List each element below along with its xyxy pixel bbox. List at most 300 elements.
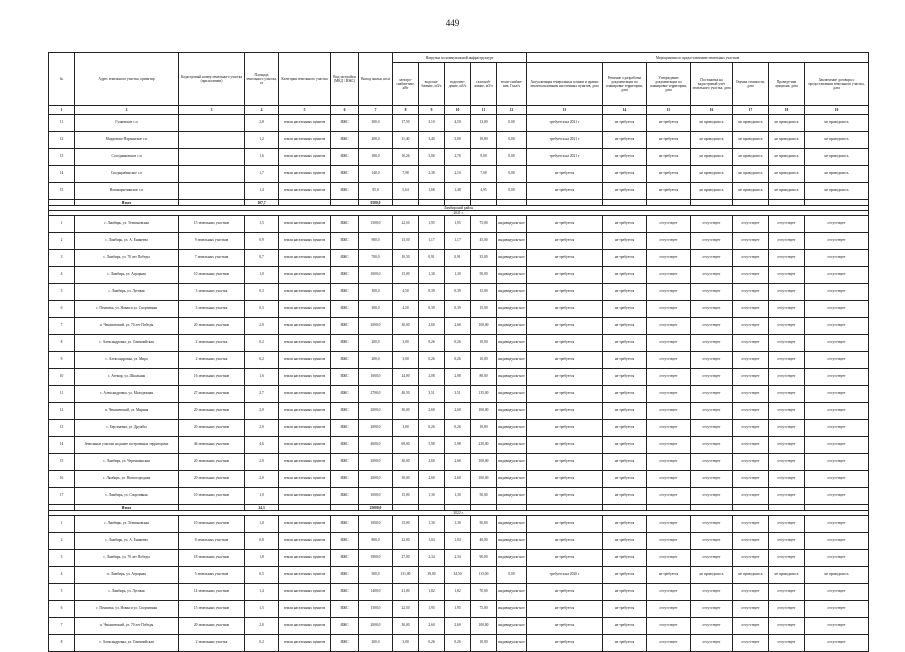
table-cell: с. Александровка, ул. Олимпийская bbox=[75, 335, 179, 352]
table-cell: земли населенных пунктов bbox=[279, 386, 331, 403]
table-cell: 0,26 bbox=[419, 352, 445, 369]
table-cell: 800,0 bbox=[359, 533, 393, 550]
table-cell: 9,00 bbox=[471, 149, 497, 166]
table-cell: земли населенных пунктов bbox=[279, 352, 331, 369]
table-cell: отсутствует bbox=[769, 618, 805, 635]
table-cell: не требуется bbox=[603, 386, 647, 403]
header-col-10: водоотве-дение, м3/ч bbox=[445, 63, 471, 106]
table-cell: 0,2 bbox=[245, 352, 279, 369]
table-cell: отсутствует bbox=[691, 420, 733, 437]
header-col-8: электро-снабже-ние, кВт bbox=[393, 63, 419, 106]
table-cell: 30,00 bbox=[393, 454, 419, 471]
table-cell: не требуется bbox=[527, 584, 603, 601]
table-cell: 4 bbox=[49, 267, 75, 284]
table-cell: отсутствует bbox=[691, 250, 733, 267]
table-cell: не требуется bbox=[527, 403, 603, 420]
table-cell: отсутствует bbox=[647, 250, 691, 267]
table-cell: 1,17 bbox=[445, 233, 471, 250]
table-cell: 6 bbox=[49, 601, 75, 618]
table-row bbox=[49, 488, 869, 505]
table-cell: не требуется bbox=[527, 166, 603, 183]
table-cell: индивидуаль-ное bbox=[497, 454, 527, 471]
table-cell: 2,60 bbox=[445, 403, 471, 420]
table-cell: не требуется bbox=[647, 183, 691, 200]
table-cell: 4 bbox=[49, 567, 75, 584]
table-cell: отсутствует bbox=[647, 601, 691, 618]
table-cell: не проводилось bbox=[691, 115, 733, 132]
header-col-1: № bbox=[49, 53, 75, 106]
table-cell: отсутствует bbox=[733, 318, 769, 335]
table-cell: 2,7 bbox=[245, 386, 279, 403]
table-cell: 0,39 bbox=[419, 284, 445, 301]
table-cell: 7,00 bbox=[471, 166, 497, 183]
table-cell: земли населенных пунктов bbox=[279, 403, 331, 420]
table-cell: ИЖС bbox=[331, 250, 359, 267]
table-cell: не требуется bbox=[527, 301, 603, 318]
table-cell bbox=[179, 183, 245, 200]
table-cell: отсутствует bbox=[805, 301, 869, 318]
table-cell: 0,39 bbox=[419, 301, 445, 318]
table-row bbox=[49, 584, 869, 601]
table-row bbox=[49, 233, 869, 250]
table-cell: отсутствует bbox=[805, 516, 869, 533]
table-cell: не проводилось bbox=[733, 132, 769, 149]
table-cell: 2,0 bbox=[245, 618, 279, 635]
table-cell: 14 земельных участков bbox=[179, 584, 245, 601]
table-cell: 2,38 bbox=[419, 166, 445, 183]
table-cell: 2,60 bbox=[419, 471, 445, 488]
table-cell: не требуется bbox=[603, 437, 647, 454]
table-cell: ИЖС bbox=[331, 149, 359, 166]
table-cell: индивидуаль-ное bbox=[497, 618, 527, 635]
table-row bbox=[49, 454, 869, 471]
table-cell: 0,26 bbox=[445, 420, 471, 437]
table-cell: 12 bbox=[49, 403, 75, 420]
table-cell: 30,00 bbox=[393, 403, 419, 420]
table-cell: отсутствует bbox=[647, 454, 691, 471]
table-cell: отсутствует bbox=[769, 454, 805, 471]
table-cell: отсутствует bbox=[805, 250, 869, 267]
table-cell: 2,60 bbox=[419, 403, 445, 420]
table-cell: индивидуаль-ное bbox=[497, 318, 527, 335]
table-cell: не требуется bbox=[647, 567, 691, 584]
table-cell: отсутствует bbox=[647, 516, 691, 533]
table-cell: 1,95 bbox=[445, 216, 471, 233]
table-cell: не требуется bbox=[603, 335, 647, 352]
table-cell: 0,5 bbox=[245, 567, 279, 584]
table-cell: не требуется bbox=[527, 437, 603, 454]
column-number: 13 bbox=[527, 106, 603, 115]
table-cell: не требуется bbox=[527, 284, 603, 301]
table-cell: земли населенных пунктов bbox=[279, 301, 331, 318]
table-cell: 2,60 bbox=[445, 618, 471, 635]
table-cell: с. Лямбирь, ул. Новоогородная bbox=[75, 471, 179, 488]
table-cell: индивидуаль-ное bbox=[497, 301, 527, 318]
table-cell: отсутствует bbox=[733, 403, 769, 420]
table-cell: 0,00 bbox=[497, 149, 527, 166]
table-cell: отсутствует bbox=[733, 335, 769, 352]
table-cell: с. Лямбирь, ул. А. Еникеева bbox=[75, 233, 179, 250]
table-cell: с. Лямбирь, ул. А. Еникеева bbox=[75, 533, 179, 550]
table-cell: 1,48 bbox=[445, 183, 471, 200]
table-cell: отсутствует bbox=[733, 420, 769, 437]
table-cell: не проводилось bbox=[769, 567, 805, 584]
table-cell: не требуется bbox=[527, 635, 603, 652]
table-cell: индивидуаль-ное bbox=[497, 471, 527, 488]
table-cell: земли населенных пунктов bbox=[279, 533, 331, 550]
header-row-top bbox=[49, 53, 869, 63]
table-cell: земли населенных пунктов bbox=[279, 149, 331, 166]
table-cell: 3,00 bbox=[393, 352, 419, 369]
table-cell: с. Лямбирь, ул. Тезипновская bbox=[75, 516, 179, 533]
header-col-11: газоснаб-жение, м3/ч bbox=[471, 63, 497, 106]
table-cell: не требуется bbox=[603, 318, 647, 335]
table-cell: 0,91 bbox=[419, 250, 445, 267]
table-cell: индивидуаль-ное bbox=[497, 601, 527, 618]
table-cell: ИЖС bbox=[331, 284, 359, 301]
table-cell: ИЖС bbox=[331, 183, 359, 200]
table-row bbox=[49, 437, 869, 454]
table-cell: 16 bbox=[49, 471, 75, 488]
table-cell: не проводилось bbox=[691, 166, 733, 183]
table-row bbox=[49, 471, 869, 488]
table-cell: отсутствует bbox=[805, 284, 869, 301]
table-cell: 2000,0 bbox=[359, 318, 393, 335]
table-cell: не требуется bbox=[603, 403, 647, 420]
table-cell: индивидуаль-ное bbox=[497, 250, 527, 267]
table-cell: требуется на 2021 г bbox=[527, 132, 603, 149]
table-cell: 4,50 bbox=[445, 115, 471, 132]
table-cell: отсутствует bbox=[647, 369, 691, 386]
table-cell: 3,00 bbox=[445, 132, 471, 149]
table-cell: 1,95 bbox=[419, 601, 445, 618]
table-row bbox=[49, 301, 869, 318]
table-cell: 14 bbox=[49, 437, 75, 454]
table-cell: 2,60 bbox=[445, 471, 471, 488]
table-cell: 14 bbox=[49, 166, 75, 183]
table-cell: Земельные участки на ранее застроенных территориях bbox=[75, 437, 179, 454]
table-cell: земли населенных пунктов bbox=[279, 166, 331, 183]
table-cell: требуется на 2021 г bbox=[527, 149, 603, 166]
table-cell: 5,98 bbox=[419, 437, 445, 454]
table-cell: не требуется bbox=[527, 318, 603, 335]
header-col-4: Площадь земельного участка, га bbox=[245, 53, 279, 106]
district-heading: Лямбирский район bbox=[49, 206, 869, 211]
table-cell: 13 bbox=[49, 420, 75, 437]
table-cell: отсутствует bbox=[733, 516, 769, 533]
header-col-2: Адрес земельного участка, ориентир bbox=[75, 53, 179, 106]
table-cell: 2000,0 bbox=[359, 420, 393, 437]
column-number: 19 bbox=[805, 106, 869, 115]
table-cell: 75,00 bbox=[471, 601, 497, 618]
table-cell: ИЖС bbox=[331, 635, 359, 652]
table-cell: не требуется bbox=[603, 267, 647, 284]
table-cell: не требуется bbox=[603, 216, 647, 233]
table-cell: 5 bbox=[49, 584, 75, 601]
table-cell: не требуется bbox=[527, 454, 603, 471]
table-cell: ИЖС bbox=[331, 403, 359, 420]
table-cell: отсутствует bbox=[647, 420, 691, 437]
table-cell: отсутствует bbox=[691, 301, 733, 318]
table-cell: 2,60 bbox=[419, 318, 445, 335]
table-cell: 2,0 bbox=[245, 420, 279, 437]
table-cell: отсутствует bbox=[691, 454, 733, 471]
table-cell: отсутствует bbox=[805, 216, 869, 233]
table-cell: земли населенных пунктов bbox=[279, 454, 331, 471]
table-cell: 50,00 bbox=[471, 516, 497, 533]
table-cell: не проводилось bbox=[769, 183, 805, 200]
table-cell: отсутствует bbox=[647, 533, 691, 550]
table-cell: отсутствует bbox=[647, 301, 691, 318]
table-cell: 35,00 bbox=[471, 250, 497, 267]
table-cell: 17,50 bbox=[393, 115, 419, 132]
table-cell: ИЖС bbox=[331, 601, 359, 618]
table-cell: отсутствует bbox=[733, 369, 769, 386]
table-cell: 1,30 bbox=[419, 267, 445, 284]
page-number: 449 bbox=[445, 18, 460, 28]
column-number: 9 bbox=[419, 106, 445, 115]
table-cell: 180,0 bbox=[359, 149, 393, 166]
table-cell: не проводилось bbox=[805, 183, 869, 200]
table-cell: ИЖС bbox=[331, 386, 359, 403]
table-cell: отсутствует bbox=[805, 488, 869, 505]
table-cell: 8 bbox=[49, 335, 75, 352]
table-cell: индивидуаль-ное bbox=[497, 550, 527, 567]
table-cell: 900,0 bbox=[359, 233, 393, 250]
table-cell: отсутствует bbox=[691, 369, 733, 386]
table-cell: отсутствует bbox=[691, 386, 733, 403]
table-cell: не требуется bbox=[603, 352, 647, 369]
table-cell: отсутствует bbox=[805, 420, 869, 437]
table-row bbox=[49, 369, 869, 386]
table-cell: 20 земельных участков bbox=[179, 618, 245, 635]
table-cell: ИЖС bbox=[331, 132, 359, 149]
table-cell: отсутствует bbox=[769, 369, 805, 386]
table-cell: индивидуаль-ное bbox=[497, 403, 527, 420]
table-cell: 15 земельных участков bbox=[179, 601, 245, 618]
header-col-16: Постановка на кадастровый учет земельного участка, дата bbox=[691, 63, 733, 106]
table-cell: отсутствует bbox=[691, 352, 733, 369]
table-cell: отсутствует bbox=[733, 533, 769, 550]
table-cell: 0,8 bbox=[245, 533, 279, 550]
header-col-5: Категория земельного участка bbox=[279, 53, 331, 106]
table-cell: Мордовско-Пархинское с.п bbox=[75, 132, 179, 149]
table-cell: п. Чекашевский, ул. 70 лет Победы bbox=[75, 618, 179, 635]
table-row bbox=[49, 149, 869, 166]
table-cell: 3,40 bbox=[419, 132, 445, 149]
total-cell: 24,3 bbox=[245, 505, 279, 511]
table-cell: 0,26 bbox=[445, 635, 471, 652]
table-cell: 131,00 bbox=[393, 567, 419, 584]
table-cell: индивидуаль-ное bbox=[497, 437, 527, 454]
table-cell: 115,00 bbox=[471, 567, 497, 584]
table-cell: отсутствует bbox=[691, 488, 733, 505]
table-cell: 8 земельных участков bbox=[179, 533, 245, 550]
table-cell: не проводилось bbox=[691, 149, 733, 166]
table-cell: отсутствует bbox=[769, 471, 805, 488]
table-cell: 2000,0 bbox=[359, 454, 393, 471]
total-cell: Итого bbox=[75, 505, 179, 511]
table-cell: 1,95 bbox=[445, 601, 471, 618]
table-cell: отсутствует bbox=[691, 318, 733, 335]
table-row bbox=[49, 250, 869, 267]
column-number: 7 bbox=[359, 106, 393, 115]
total-cell: 25000,0 bbox=[359, 505, 393, 511]
table-row bbox=[49, 166, 869, 183]
table-cell: отсутствует bbox=[691, 584, 733, 601]
table-cell: отсутствует bbox=[647, 584, 691, 601]
table-cell: отсутствует bbox=[769, 352, 805, 369]
table-cell: 13,50 bbox=[393, 233, 419, 250]
table-cell: не проводилось bbox=[769, 166, 805, 183]
column-number: 16 bbox=[691, 106, 733, 115]
table-cell: отсутствует bbox=[805, 386, 869, 403]
table-cell: 2,08 bbox=[445, 369, 471, 386]
table-cell: 1800,0 bbox=[359, 550, 393, 567]
table-cell: отсутствует bbox=[733, 352, 769, 369]
table-cell: 95,0 bbox=[359, 183, 393, 200]
table-cell: индивидуаль-ное bbox=[497, 335, 527, 352]
table-cell: требуется на 2020 г bbox=[527, 567, 603, 584]
table-cell: ИЖС bbox=[331, 488, 359, 505]
table-cell: Новокарьечинское с.п bbox=[75, 183, 179, 200]
table-cell: отсутствует bbox=[647, 403, 691, 420]
table-cell: 7 bbox=[49, 618, 75, 635]
table-cell: ИЖС bbox=[331, 420, 359, 437]
table-cell: 3 земельных участка bbox=[179, 284, 245, 301]
header-col-17: Оценка стоимости, дата bbox=[733, 63, 769, 106]
table-row bbox=[49, 601, 869, 618]
table-cell: 1,30 bbox=[445, 267, 471, 284]
table-cell: отсутствует bbox=[805, 550, 869, 567]
table-cell: отсутствует bbox=[733, 233, 769, 250]
table-cell: 75,00 bbox=[471, 216, 497, 233]
table-cell: 1000,0 bbox=[359, 488, 393, 505]
table-cell: отсутствует bbox=[647, 267, 691, 284]
table-cell: 10 земельных участков bbox=[179, 267, 245, 284]
table-cell: 24,00 bbox=[393, 369, 419, 386]
table-cell: 13,00 bbox=[471, 115, 497, 132]
table-cell: 27,00 bbox=[393, 550, 419, 567]
table-cell: 1600,0 bbox=[359, 369, 393, 386]
table-cell: Соседниковское с.п bbox=[75, 149, 179, 166]
table-cell: не требуется bbox=[603, 635, 647, 652]
table-cell: 300,0 bbox=[359, 301, 393, 318]
table-cell: 2,08 bbox=[419, 369, 445, 386]
table-cell: 7,98 bbox=[393, 166, 419, 183]
table-cell: отсутствует bbox=[733, 250, 769, 267]
table-cell: 0,2 bbox=[245, 635, 279, 652]
table-cell: 50,00 bbox=[471, 267, 497, 284]
table-cell: Сподырябинское с.п bbox=[75, 166, 179, 183]
table-cell: 100,00 bbox=[471, 471, 497, 488]
table-cell: 15,00 bbox=[393, 488, 419, 505]
table-cell: отсутствует bbox=[733, 301, 769, 318]
table-cell: 10 bbox=[49, 369, 75, 386]
table-row bbox=[49, 352, 869, 369]
header-col-14: Решение о разработке документации по планировке территории, дата bbox=[603, 63, 647, 106]
header-col-9: водосна-бжение, м3/ч bbox=[419, 63, 445, 106]
table-cell: не требуется bbox=[647, 149, 691, 166]
table-cell: отсутствует bbox=[733, 454, 769, 471]
table-body bbox=[49, 115, 869, 652]
table-cell: отсутствует bbox=[691, 533, 733, 550]
table-cell: земли населенных пунктов bbox=[279, 335, 331, 352]
table-cell: п. Чекашевский, ул. Мирная bbox=[75, 403, 179, 420]
table-cell: индивидуаль-ное bbox=[497, 488, 527, 505]
table-cell: не требуется bbox=[527, 533, 603, 550]
table-cell: не требуется bbox=[603, 250, 647, 267]
table-cell: 10,00 bbox=[471, 635, 497, 652]
table-cell: 2000,0 bbox=[359, 471, 393, 488]
table-cell: 200,0 bbox=[359, 335, 393, 352]
table-cell: отсутствует bbox=[769, 318, 805, 335]
table-cell: не требуется bbox=[603, 454, 647, 471]
table-cell: не проводилось bbox=[805, 166, 869, 183]
table-cell: ИЖС bbox=[331, 550, 359, 567]
table-cell: 5 земельных участков bbox=[179, 567, 245, 584]
table-cell: 2000,0 bbox=[359, 403, 393, 420]
table-cell: не требуется bbox=[527, 516, 603, 533]
table-cell: 2,60 bbox=[445, 318, 471, 335]
table-cell: не проводилось bbox=[769, 115, 805, 132]
table-cell: отсутствует bbox=[769, 335, 805, 352]
table-cell: отсутствует bbox=[691, 233, 733, 250]
total-cell: 107,7 bbox=[245, 200, 279, 206]
table-cell: 10 земельных участков bbox=[179, 488, 245, 505]
table-cell: 1,4 bbox=[245, 183, 279, 200]
table-cell: 1500,0 bbox=[359, 601, 393, 618]
table-cell: не проводилось bbox=[805, 132, 869, 149]
table-cell: отсутствует bbox=[647, 437, 691, 454]
table-cell: отсутствует bbox=[647, 386, 691, 403]
table-cell: 0,00 bbox=[497, 132, 527, 149]
year-heading: 2022 г. bbox=[49, 511, 869, 516]
column-number: 1 bbox=[49, 106, 75, 115]
table-cell: п. Лямбирь, ул. Аграрная bbox=[75, 567, 179, 584]
table-cell: отсутствует bbox=[769, 550, 805, 567]
table-cell: 1,30 bbox=[445, 488, 471, 505]
table-row bbox=[49, 115, 869, 132]
table-cell: не требуется bbox=[527, 618, 603, 635]
table-cell: 2 bbox=[49, 533, 75, 550]
table-cell: ИЖС bbox=[331, 454, 359, 471]
table-cell: 15 земельных участков bbox=[179, 216, 245, 233]
table-cell: 2,0 bbox=[245, 454, 279, 471]
table-cell: 2 земельных участка bbox=[179, 352, 245, 369]
table-cell: не проводилось bbox=[805, 115, 869, 132]
column-number: 12 bbox=[497, 106, 527, 115]
table-cell: отсутствует bbox=[733, 386, 769, 403]
header-col-15: Утверждение документации по планировке территории, дата bbox=[647, 63, 691, 106]
table-cell: земли населенных пунктов bbox=[279, 250, 331, 267]
table-cell: земли населенных пунктов bbox=[279, 550, 331, 567]
table-cell: индивидуаль-ное bbox=[497, 386, 527, 403]
table-cell: 7 земельных участков bbox=[179, 250, 245, 267]
table-cell: отсутствует bbox=[733, 635, 769, 652]
column-number: 14 bbox=[603, 106, 647, 115]
table-cell: 3,51 bbox=[445, 386, 471, 403]
table-cell: 2,0 bbox=[245, 471, 279, 488]
table-cell: индивидуаль-ное bbox=[497, 233, 527, 250]
table-cell: индивидуаль-ное bbox=[497, 267, 527, 284]
table-cell: ИЖС bbox=[331, 437, 359, 454]
table-cell: отсутствует bbox=[769, 601, 805, 618]
table-cell: отсутствует bbox=[805, 584, 869, 601]
table-cell: 1,95 bbox=[419, 216, 445, 233]
table-cell: не требуется bbox=[603, 550, 647, 567]
table-cell: отсутствует bbox=[647, 471, 691, 488]
